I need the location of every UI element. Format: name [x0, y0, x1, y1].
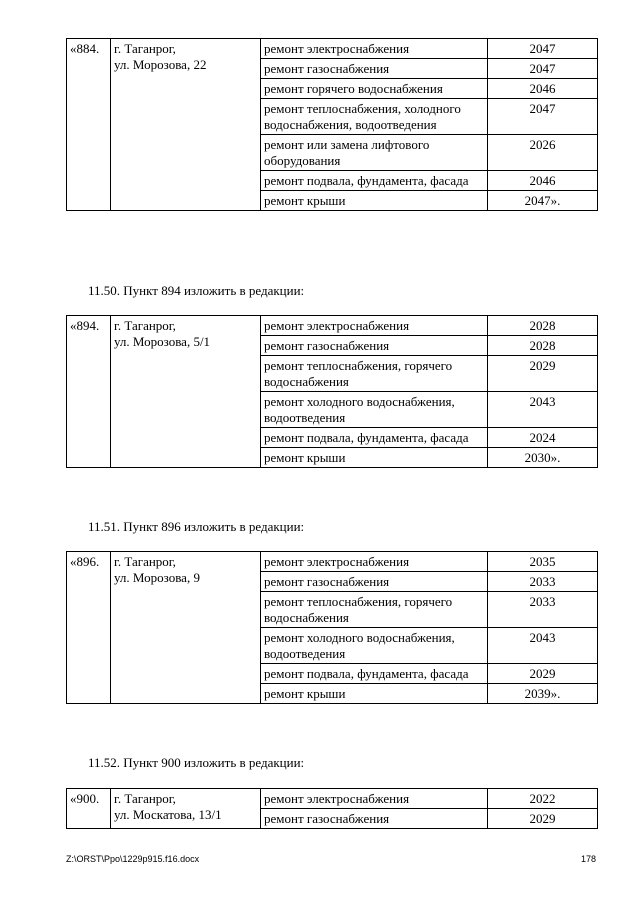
- work-type: ремонт электроснабжения: [261, 316, 488, 336]
- year-cell: 2030».: [488, 448, 598, 468]
- year-cell: 2033: [488, 592, 598, 628]
- table-item-900: [66, 788, 598, 829]
- work-type: ремонт газоснабжения: [261, 572, 488, 592]
- table-row: [67, 316, 598, 336]
- year-cell: 2043: [488, 628, 598, 664]
- year-cell: 2024: [488, 428, 598, 448]
- footer-page-number: 178: [580, 854, 596, 864]
- work-type: ремонт холодного водоснабжения, водоотведения: [261, 392, 488, 428]
- work-type: ремонт теплоснабжения, холодного водоснабжения, водоотведения: [261, 99, 488, 135]
- year-cell: 2029: [488, 809, 598, 829]
- year-cell: 2046: [488, 79, 598, 99]
- work-type: ремонт крыши: [261, 191, 488, 211]
- amendment-heading: 11.50. Пункт 894 изложить в редакции:: [88, 283, 305, 298]
- year-cell: 2047: [488, 39, 598, 59]
- year-cell: 2047: [488, 59, 598, 79]
- work-type: ремонт подвала, фундамента, фасада: [261, 428, 488, 448]
- table-row: [67, 552, 598, 572]
- work-type: ремонт газоснабжения: [261, 336, 488, 356]
- item-number: «884.: [67, 39, 111, 211]
- year-cell: 2029: [488, 664, 598, 684]
- item-number: «900.: [67, 789, 111, 829]
- address-cell: г. Таганрог, ул. Морозова, 5/1: [111, 316, 261, 468]
- work-type: ремонт крыши: [261, 448, 488, 468]
- year-cell: 2039».: [488, 684, 598, 704]
- year-cell: 2046: [488, 171, 598, 191]
- year-cell: 2029: [488, 356, 598, 392]
- work-type: ремонт горячего водоснабжения: [261, 79, 488, 99]
- year-cell: 2028: [488, 316, 598, 336]
- table-row: [67, 789, 598, 809]
- work-type: ремонт электроснабжения: [261, 552, 488, 572]
- address-cell: г. Таганрог, ул. Москатова, 13/1: [111, 789, 261, 829]
- work-type: ремонт теплоснабжения, горячего водоснабжения: [261, 356, 488, 392]
- year-cell: 2022: [488, 789, 598, 809]
- work-type: ремонт электроснабжения: [261, 789, 488, 809]
- work-type: ремонт крыши: [261, 684, 488, 704]
- year-cell: 2028: [488, 336, 598, 356]
- work-type: ремонт подвала, фундамента, фасада: [261, 171, 488, 191]
- work-type: ремонт холодного водоснабжения, водоотведения: [261, 628, 488, 664]
- work-type: ремонт газоснабжения: [261, 809, 488, 829]
- year-cell: 2047: [488, 99, 598, 135]
- work-type: ремонт подвала, фундамента, фасада: [261, 664, 488, 684]
- work-type: ремонт теплоснабжения, горячего водоснабжения: [261, 592, 488, 628]
- item-number: «894.: [67, 316, 111, 468]
- address-cell: г. Таганрог, ул. Морозова, 9: [111, 552, 261, 704]
- year-cell: 2033: [488, 572, 598, 592]
- table-row: [67, 39, 598, 59]
- amendment-heading: 11.52. Пункт 900 изложить в редакции:: [88, 755, 305, 770]
- work-type: ремонт электроснабжения: [261, 39, 488, 59]
- footer-file-path: Z:\ORST\Ppo\1229p915.f16.docx: [66, 854, 200, 864]
- year-cell: 2026: [488, 135, 598, 171]
- work-type: ремонт газоснабжения: [261, 59, 488, 79]
- address-cell: г. Таганрог, ул. Морозова, 22: [111, 39, 261, 211]
- work-type: ремонт или замена лифтового оборудования: [261, 135, 488, 171]
- amendment-heading: 11.51. Пункт 896 изложить в редакции:: [88, 519, 305, 534]
- year-cell: 2047».: [488, 191, 598, 211]
- item-number: «896.: [67, 552, 111, 704]
- table-item-896: [66, 551, 598, 704]
- table-item-884: [66, 38, 598, 211]
- table-item-894: [66, 315, 598, 468]
- year-cell: 2035: [488, 552, 598, 572]
- year-cell: 2043: [488, 392, 598, 428]
